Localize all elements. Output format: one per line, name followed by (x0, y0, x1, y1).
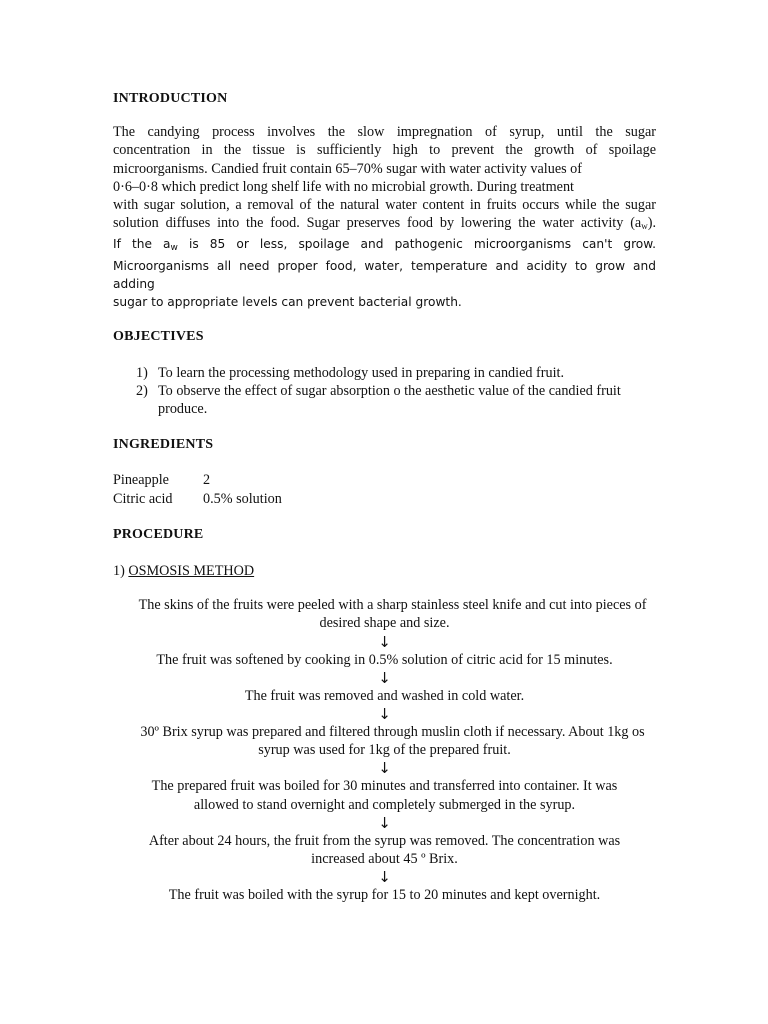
flow-step-text: The fruit was removed and washed in cold water. (244, 687, 525, 704)
flow-step-text: The prepared fruit was boiled for 30 minutes and transferred into container. It was (151, 778, 618, 795)
introduction-heading: INTRODUCTION (113, 91, 228, 106)
flow-step-text: After about 24 hours, the fruit from the syrup was removed. The concentration was (148, 832, 621, 849)
ingredient-row (113, 490, 656, 508)
flow-step (113, 687, 656, 705)
flow-step (113, 777, 656, 813)
intro-line: Microorganisms all need proper food, water, temperature and acidity to grow and adding (113, 259, 656, 292)
flow-step (113, 886, 656, 904)
intro-line: sugar to appropriate levels can prevent bacterial growth. (113, 295, 462, 310)
intro-line: 0·6–0·8 which predict long shelf life with no microbial growth. During treatment (113, 178, 574, 195)
down-arrow-icon: ↓ (378, 668, 391, 687)
document-page (113, 90, 656, 904)
objectives-heading: OBJECTIVES (113, 329, 204, 345)
flow-step-text: syrup was used for 1kg of the prepared fruit. (258, 742, 511, 759)
ingredients-heading: INGREDIENTS (113, 437, 214, 453)
list-item-text: To observe the effect of sugar absorption o the aesthetic value of the candied fruit produce. (158, 382, 621, 418)
method-heading (113, 562, 656, 580)
flow-step (113, 723, 656, 759)
down-arrow-icon: ↓ (378, 813, 391, 832)
flow-step-text: desired shape and size. (319, 615, 450, 632)
flow-step-text: The skins of the fruits were peeled with a sharp stainless steel knife and cut into pieces of (138, 597, 647, 614)
flow-step-text: 30º Brix syrup was prepared and filtered through muslin cloth if necessary. About 1kg os (140, 724, 645, 741)
list-item-number: 2) (136, 382, 148, 399)
intro-line-water-activity: solution diffuses into the food. Sugar preserves food by lowering the water activity $(a_w)$. (113, 215, 656, 232)
ingredient-amount: 2 (203, 472, 211, 489)
list-item (136, 364, 656, 382)
intro-line: with sugar solution, a removal of the natural water content in fruits occurs while the sugar (113, 197, 656, 214)
method-number: 1) (113, 563, 129, 580)
intro-line-aw-threshold: If the $a_w$ is 85 or less, spoilage and pathogenic microorganisms can't grow. (113, 237, 656, 254)
introduction-paragraph (113, 123, 656, 311)
list-item-text: To learn the processing methodology used in preparing in candied fruit. (158, 364, 564, 381)
ingredient-row (113, 471, 656, 489)
flow-step (113, 651, 656, 669)
list-item-number: 1) (136, 364, 148, 381)
ingredient-name: Citric acid (113, 490, 173, 507)
flow-step-text: The fruit was softened by cooking in 0.5% solution of citric acid for 15 minutes. (156, 651, 613, 668)
flow-step-text: The fruit was boiled with the syrup for 15 to 20 minutes and kept overnight. (168, 887, 601, 904)
flow-step (113, 832, 656, 868)
intro-line: concentration in the tissue is sufficiently high to prevent the growth of spoilage (113, 142, 656, 159)
ingredient-name: Pineapple (113, 472, 169, 489)
ingredients-list (113, 471, 656, 507)
method-title: OSMOSIS METHOD (128, 563, 255, 580)
flow-step (113, 596, 656, 632)
procedure-flowchart (113, 596, 656, 904)
intro-line: The candying process involves the slow impregnation of syrup, until the sugar (113, 124, 656, 141)
down-arrow-icon: ↓ (378, 632, 391, 651)
objectives-list (113, 364, 656, 419)
procedure-heading: PROCEDURE (113, 526, 204, 542)
flow-step-text: increased about 45 º Brix. (311, 851, 458, 868)
ingredient-amount: 0.5% solution (203, 490, 282, 507)
intro-line: microorganisms. Candied fruit contain 65–70% sugar with water activity values of (113, 160, 582, 177)
list-item (136, 382, 656, 418)
down-arrow-icon: ↓ (378, 759, 391, 778)
down-arrow-icon: ↓ (378, 868, 391, 887)
flow-step-text: allowed to stand overnight and completely submerged in the syrup. (193, 796, 576, 813)
down-arrow-icon: ↓ (378, 705, 391, 724)
